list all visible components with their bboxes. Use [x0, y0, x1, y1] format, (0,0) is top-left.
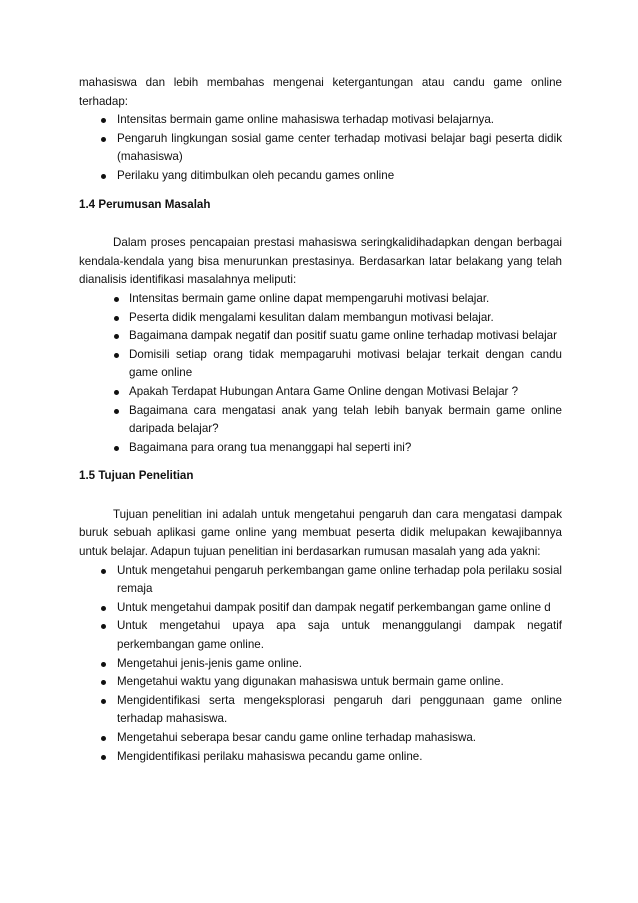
list-item: Mengidentifikasi perilaku mahasiswa pecandu game online. — [79, 748, 562, 767]
intro-list — [79, 111, 562, 185]
list-item: Intensitas bermain game online dapat mempengaruhi motivasi belajar. — [79, 290, 562, 309]
bullet-icon — [114, 409, 119, 414]
section-1-4-paragraph: Dalam proses pencapaian prestasi mahasiswa seringkalidihadapkan dengan berbagai kendala-kendala yang bisa menurunkan prestasinya. Berdasarkan latar belakang yang telah dianalisis identifikasi masalahnya meliputi: — [79, 236, 562, 287]
bullet-icon — [101, 736, 106, 741]
list-item: Untuk mengetahui upaya apa saja untuk menanggulangi dampak negatif perkembangan game online. — [79, 617, 562, 654]
section-heading-1-4: 1.4 Perumusan Masalah — [79, 197, 211, 211]
bullet-icon — [114, 390, 119, 395]
bullet-icon — [101, 174, 106, 179]
list-item: Domisili setiap orang tidak mempagaruhi motivasi belajar terkait dengan candu game online — [79, 346, 562, 383]
list-item: Bagaimana para orang tua menanggapi hal seperti ini? — [79, 439, 562, 458]
list-item: Apakah Terdapat Hubungan Antara Game Online dengan Motivasi Belajar ? — [79, 383, 562, 402]
list-item: Untuk mengetahui dampak positif dan dampak negatif perkembangan game online d — [79, 599, 562, 618]
section-heading-1-5: 1.5 Tujuan Penelitian — [79, 469, 194, 483]
bullet-icon — [101, 569, 106, 574]
bullet-icon — [101, 606, 106, 611]
list-item: Peserta didik mengalami kesulitan dalam membangun motivasi belajar. — [79, 309, 562, 328]
list-item: Bagaimana dampak negatif dan positif suatu game online terhadap motivasi belajar — [79, 327, 562, 346]
bullet-icon — [101, 137, 106, 142]
list-item: Pengaruh lingkungan sosial game center terhadap motivasi belajar bagi peserta didik (mahasiswa) — [79, 130, 562, 167]
list-item: Intensitas bermain game online mahasiswa terhadap motivasi belajarnya. — [79, 111, 562, 130]
list-item: Untuk mengetahui pengaruh perkembangan game online terhadap pola perilaku sosial remaja — [79, 562, 562, 599]
intro-text: mahasiswa dan lebih membahas mengenai ketergantungan atau candu game online terhadap: — [79, 76, 562, 108]
problem-list — [79, 290, 562, 457]
section-1-5-paragraph: Tujuan penelitian ini adalah untuk mengetahui pengaruh dan cara mengatasi dampak buruk sebuah aplikasi game online yang membuat peserta didik melupakan kewajibannya untuk belajar. Adapun tujuan penelitian ini berdasarkan rumusan masalah yang ada yakni: — [79, 507, 562, 559]
bullet-icon — [101, 680, 106, 685]
objectives-list — [79, 562, 562, 767]
list-item: Perilaku yang ditimbulkan oleh pecandu games online — [79, 167, 562, 186]
list-item: Mengidentifikasi serta mengeksplorasi pengaruh dari penggunaan game online terhadap mahasiswa. — [79, 692, 562, 729]
bullet-icon — [101, 699, 106, 704]
bullet-icon — [101, 118, 106, 123]
bullet-icon — [114, 334, 119, 339]
list-item: Mengetahui waktu yang digunakan mahasiswa untuk bermain game online. — [79, 673, 562, 692]
page-content — [79, 74, 562, 766]
list-item: Mengetahui jenis-jenis game online. — [79, 655, 562, 674]
list-item: Bagaimana cara mengatasi anak yang telah lebih banyak bermain game online daripada belajar? — [79, 402, 562, 439]
bullet-icon — [101, 662, 106, 667]
bullet-icon — [114, 446, 119, 451]
bullet-icon — [114, 316, 119, 321]
list-item: Mengetahui seberapa besar candu game online terhadap mahasiswa. — [79, 729, 562, 748]
bullet-icon — [114, 353, 119, 358]
bullet-icon — [101, 755, 106, 760]
bullet-icon — [114, 297, 119, 302]
bullet-icon — [101, 624, 106, 629]
